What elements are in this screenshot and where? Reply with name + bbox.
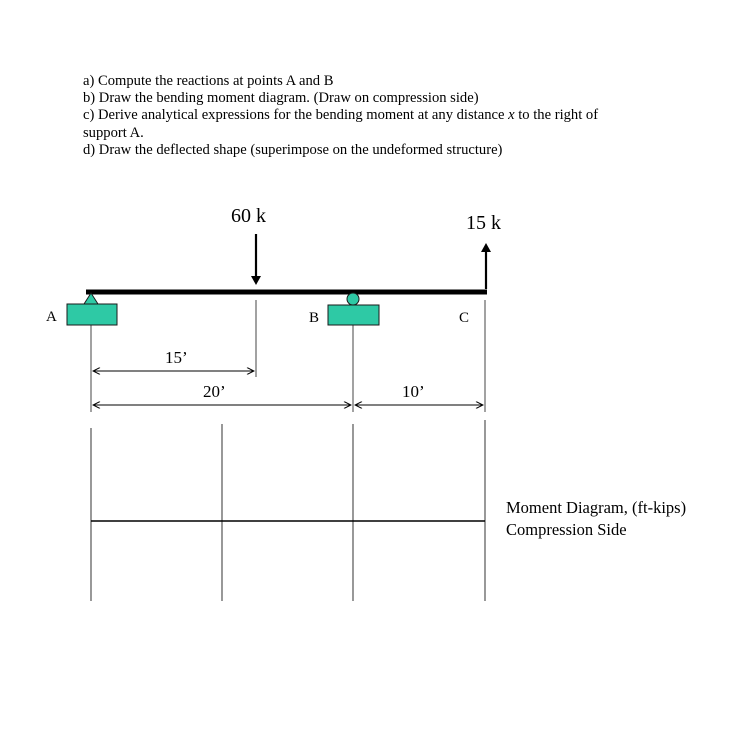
support-a <box>67 293 117 325</box>
support-b-block <box>328 305 379 325</box>
pin-triangle <box>84 293 98 304</box>
upward-load-arrow <box>481 243 491 289</box>
dimension-label-15ft: 15’ <box>165 348 188 367</box>
downward-load-arrow <box>251 234 261 285</box>
point-label-c: C <box>459 310 470 326</box>
point-label-b: B <box>309 310 320 326</box>
dimension-label-20ft: 20’ <box>203 382 226 401</box>
moment-diagram-subtitle: Compression Side <box>506 520 627 539</box>
variable-x: x <box>508 107 515 124</box>
moment-diagram-title: Moment Diagram, (ft-kips) <box>506 498 687 517</box>
question-b: b) Draw the bending moment diagram. (Draw on compression side) <box>83 90 479 107</box>
roller-circle <box>347 293 359 305</box>
support-a-block <box>67 304 117 325</box>
question-d: d) Draw the deflected shape (superimpose on the undeformed structure) <box>83 141 503 158</box>
support-b <box>328 293 379 325</box>
question-a: a) Compute the reactions at points A and B <box>83 73 334 89</box>
question-c-line-2: support A. <box>83 124 144 141</box>
question-c-text-end: to the right of <box>514 107 599 124</box>
question-c-text-start: c) Derive analytical expressions for the bending moment at any distance <box>83 107 509 124</box>
load-label-15k: 15 k <box>466 212 501 234</box>
load-label-60k: 60 k <box>231 205 266 227</box>
point-label-a: A <box>46 309 57 325</box>
dimension-label-10ft: 10’ <box>402 382 425 401</box>
moment-diagram-grid <box>91 420 485 601</box>
